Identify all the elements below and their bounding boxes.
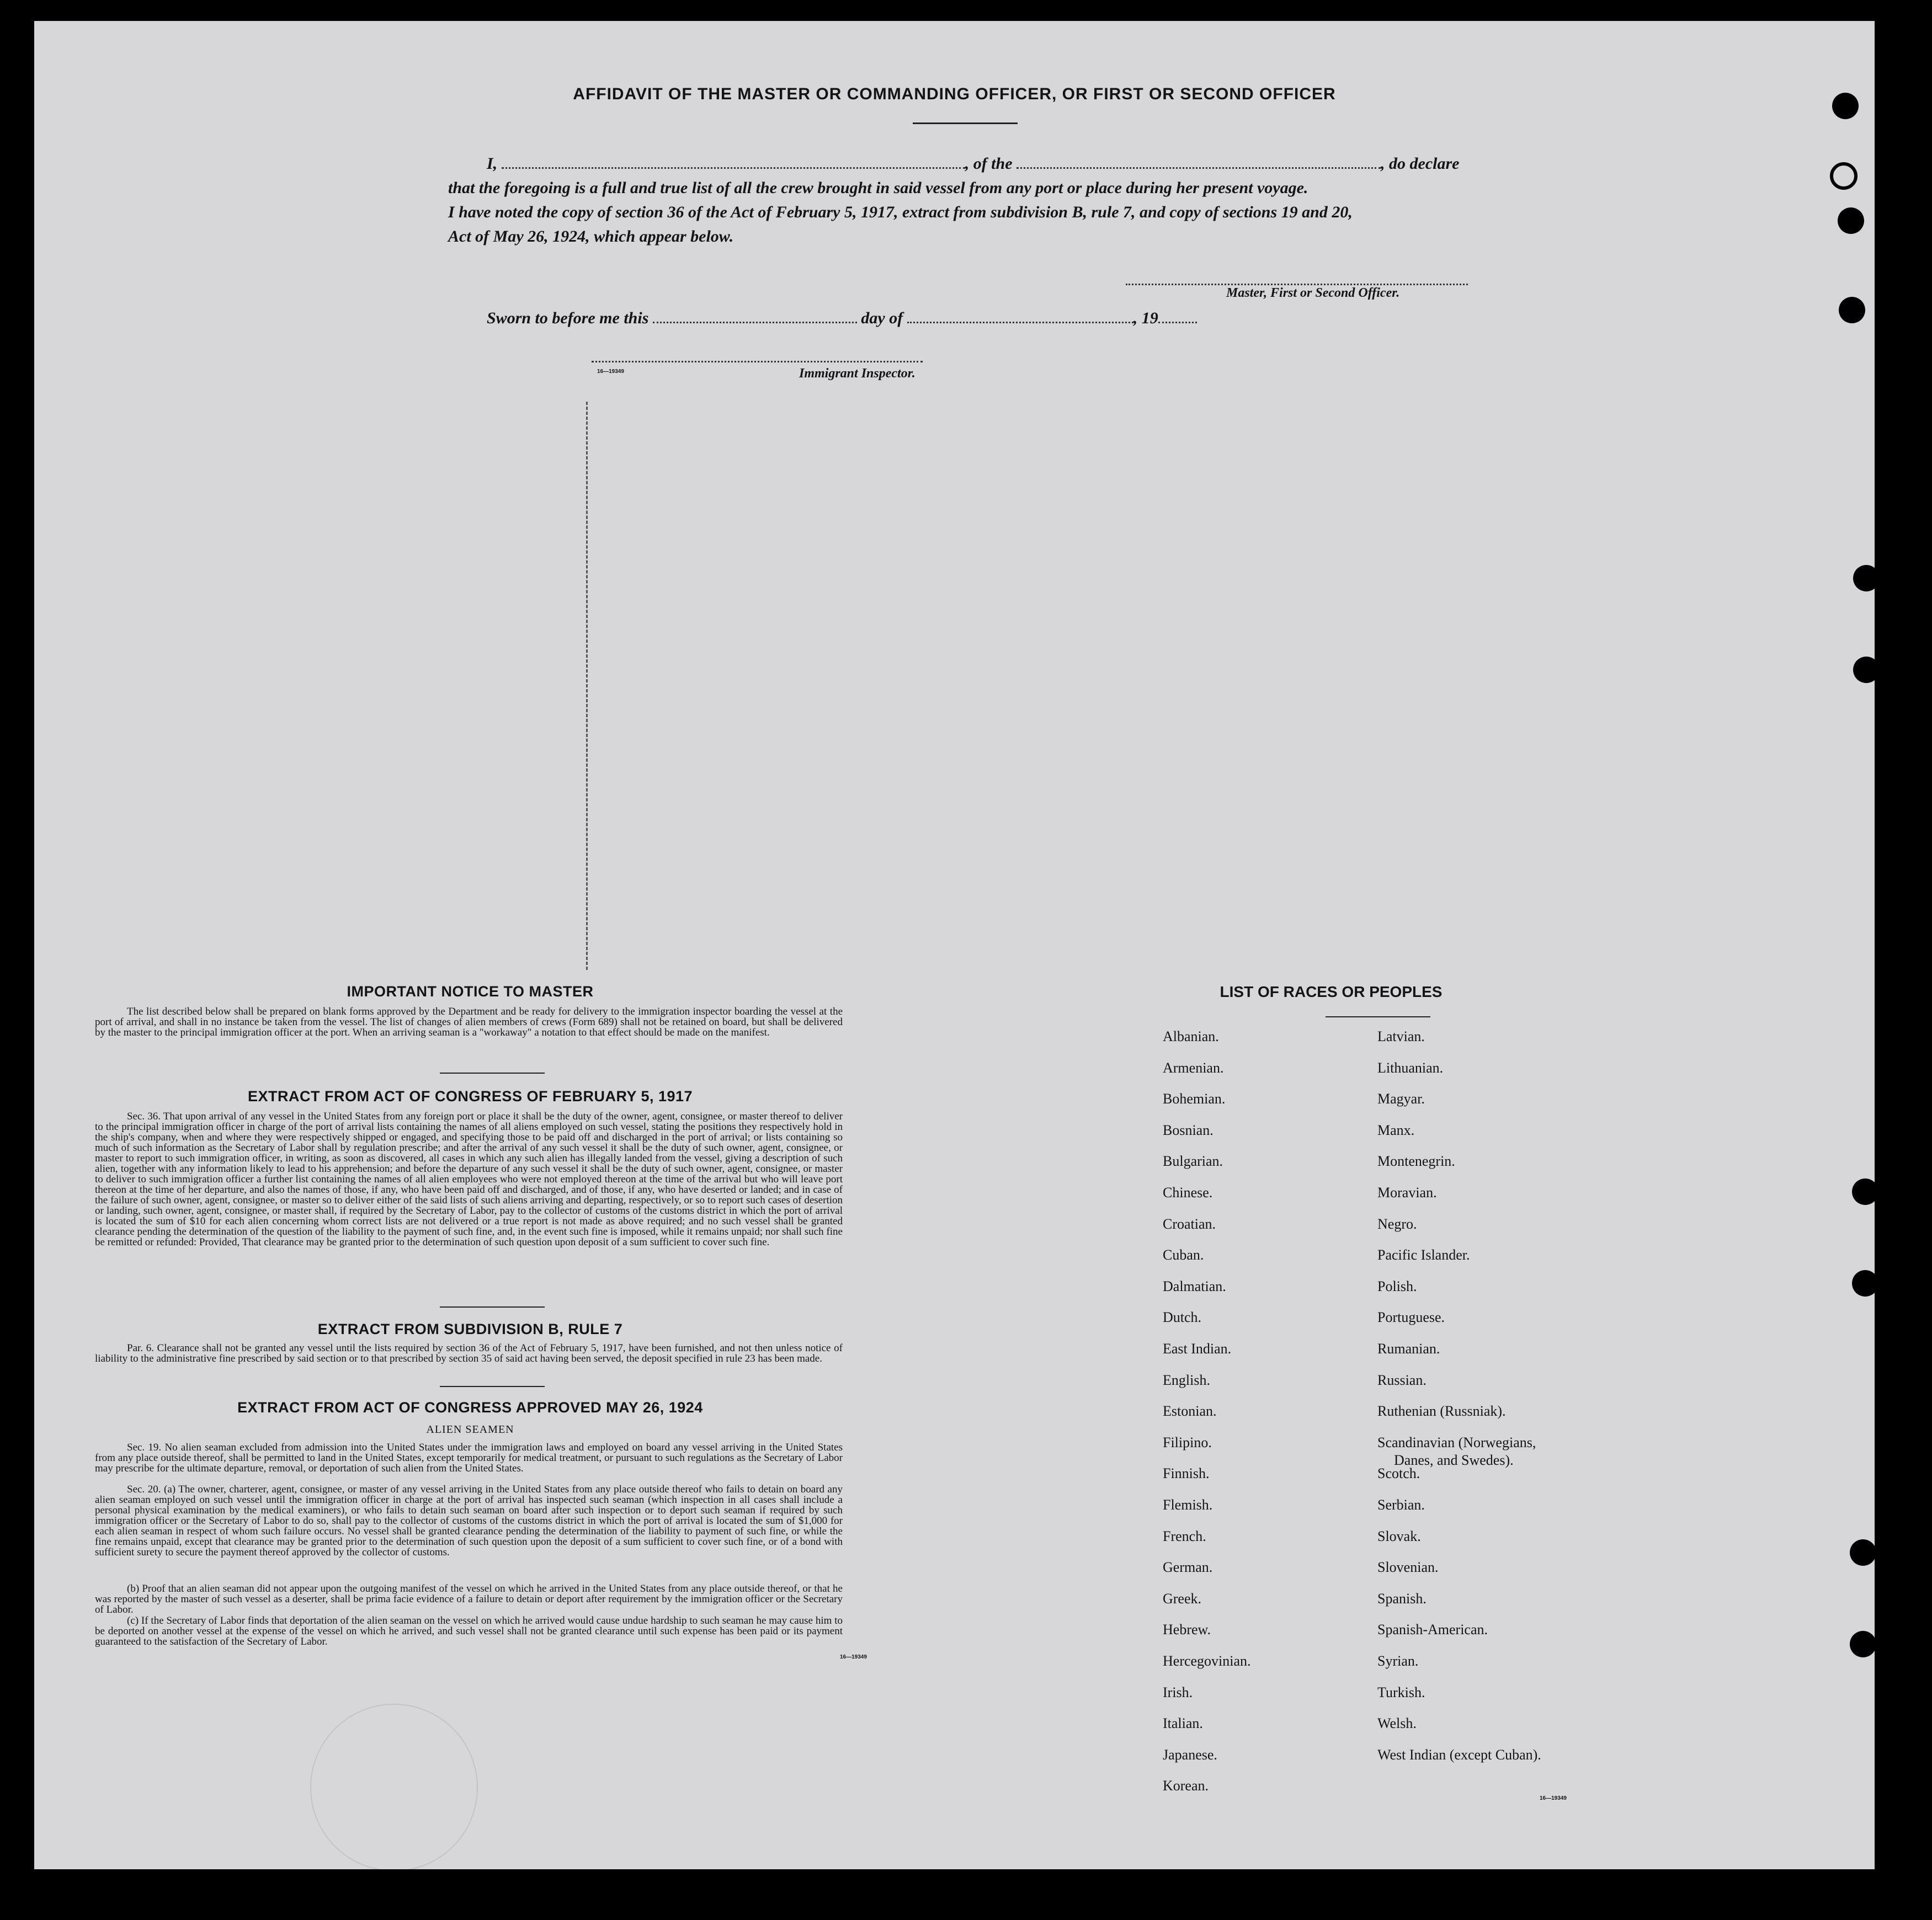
punch-hole bbox=[1850, 1631, 1875, 1657]
race-item: Italian. bbox=[1163, 1715, 1203, 1732]
inspector-label: Immigrant Inspector. bbox=[799, 366, 916, 381]
name-blank[interactable] bbox=[502, 164, 965, 169]
divider bbox=[440, 1386, 545, 1387]
sworn-line bbox=[487, 309, 1197, 328]
master-signature-label: Master, First or Second Officer. bbox=[1226, 286, 1400, 300]
month-blank[interactable] bbox=[907, 318, 1133, 323]
punch-hole bbox=[1852, 1178, 1875, 1205]
race-item: Scandinavian (Norwegians, bbox=[1377, 1434, 1536, 1450]
document-page bbox=[34, 21, 1875, 1869]
sworn-text: Sworn to before me this bbox=[487, 309, 649, 327]
race-item: Danes, and Swedes). bbox=[1394, 1452, 1514, 1468]
races-divider bbox=[1326, 1016, 1430, 1017]
affidavit-line-2: that the foregoing is a full and true list of all the crew brought in said vessel from any port or place during her present voyage. bbox=[448, 179, 1308, 197]
sec20c-text: (c) If the Secretary of Labor finds that deportation of the alien seaman on the vessel on which he arrived would cause undue hardship to such seaman he may cause him to be deported on another vessel at the expense of the vessel on which he arrived, and such vessel shall not be granted clearance until such expense has been paid or its payment guaranteed to the satisfaction of the Secretary of Labor. bbox=[95, 1615, 843, 1647]
race-item: West Indian (except Cuban). bbox=[1377, 1746, 1541, 1763]
race-item: Albanian. bbox=[1163, 1028, 1219, 1044]
race-item: Rumanian. bbox=[1377, 1341, 1440, 1357]
race-item: Manx. bbox=[1377, 1122, 1415, 1138]
affidavit-i: I, bbox=[487, 154, 498, 173]
extract-1924-heading: EXTRACT FROM ACT OF CONGRESS APPROVED MAY 26, 1924 bbox=[237, 1399, 703, 1416]
master-signature-line[interactable] bbox=[1126, 280, 1468, 285]
race-item: Slovak. bbox=[1377, 1528, 1421, 1544]
race-item: English. bbox=[1163, 1372, 1210, 1388]
race-item: Scotch. bbox=[1377, 1465, 1420, 1482]
year-text: , 19 bbox=[1133, 309, 1158, 327]
race-item: Polish. bbox=[1377, 1278, 1417, 1294]
race-item: Armenian. bbox=[1163, 1059, 1224, 1076]
punch-hole bbox=[1830, 162, 1858, 190]
race-item: Spanish-American. bbox=[1377, 1622, 1488, 1638]
form-number: 16—19349 bbox=[597, 369, 624, 375]
races-title: LIST OF RACES OR PEOPLES bbox=[1220, 983, 1443, 1000]
race-item: Syrian. bbox=[1377, 1653, 1419, 1669]
race-item: Greek. bbox=[1163, 1590, 1202, 1607]
race-item: Korean. bbox=[1163, 1778, 1209, 1794]
rule7-heading: EXTRACT FROM SUBDIVISION B, RULE 7 bbox=[317, 1321, 623, 1337]
affidavit-line-3: I have noted the copy of section 36 of the Act of February 5, 1917, extract from subdivision B, rule 7, and copy of sections 19 and 20, bbox=[448, 203, 1353, 221]
race-item: Serbian. bbox=[1377, 1497, 1425, 1513]
race-item: Portuguese. bbox=[1377, 1309, 1445, 1326]
race-item: Dalmatian. bbox=[1163, 1278, 1226, 1294]
race-item: Estonian. bbox=[1163, 1403, 1217, 1420]
year-blank[interactable] bbox=[1158, 318, 1197, 323]
sec19-text: Sec. 19. No alien seaman excluded from admission into the United States under the immigration laws and employed on board any vessel arriving in the United States from any place outside thereof, shall be permitted to land in the United States, except temporarily for medical treatment, or pursuant to such regulations as the Secretary of Labor may prescribe for the ultimate departure, removal, or deportation of such alien from the United States. bbox=[95, 1442, 843, 1474]
race-item: Filipino. bbox=[1163, 1434, 1212, 1450]
sec20a-text: Sec. 20. (a) The owner, charterer, agent, consignee, or master of any vessel arriving in the United States from any place outside thereof who fails to detain on board any alien seaman employed on such vessel until the immigration officer in charge at the port of arrival has inspected such seaman (which inspection in all cases shall include a personal physical examination by the medical examiners), or who fails to detain such seaman on board after such inspection or to deport such seaman if required by such immigration officer or the Secretary of Labor to do so, shall pay to the collector of customs of the customs district in which the port of arrival is located the sum of $1,000 for each alien seaman in respect of whom such failure occurs. No vessel shall be granted clearance pending the determination of the liability to payment of such fine, or while the fine remains unpaid, except that clearance may be granted prior to the determination of such question upon the deposit of a sum sufficient to cover such fine, or of a bond with sufficient surety to secure the payment thereof approved by the collector of customs. bbox=[95, 1484, 843, 1558]
race-item: Moravian. bbox=[1377, 1185, 1437, 1201]
rule7-text: Par. 6. Clearance shall not be granted any vessel until the lists required by section 36 of the Act of February 5, 1917, have been furnished, and not then unless notice of liability to the administrative fine prescribed by said section or to that prescribed by section 35 of said act having been served, the deposit specified in rule 23 has been made. bbox=[95, 1342, 843, 1364]
affidavit-line-1 bbox=[487, 154, 1459, 173]
divider bbox=[440, 1073, 545, 1074]
form-number: 16—19349 bbox=[840, 1654, 867, 1660]
race-item: Negro. bbox=[1377, 1215, 1417, 1232]
sec20b-text: (b) Proof that an alien seaman did not appear upon the outgoing manifest of the vessel on which he arrived in the United States from any place outside thereof, or that he was reported by the master of such vessel as a deserter, shall be prima facie evidence of a failure to detain or deport after requirement by the immigration officer or the Secretary of Labor. bbox=[95, 1583, 843, 1615]
punch-hole bbox=[1852, 1270, 1875, 1297]
fold-line bbox=[586, 402, 588, 970]
affidavit-declare: , do declare bbox=[1381, 154, 1460, 173]
race-item: East Indian. bbox=[1163, 1341, 1232, 1357]
punch-hole bbox=[1838, 207, 1864, 234]
punch-hole bbox=[1853, 565, 1875, 591]
race-item: Montenegrin. bbox=[1377, 1153, 1455, 1170]
alien-seamen-subheading: ALIEN SEAMEN bbox=[426, 1423, 514, 1436]
race-item: Croatian. bbox=[1163, 1215, 1216, 1232]
punch-hole bbox=[1850, 1539, 1875, 1566]
race-item: Russian. bbox=[1377, 1372, 1427, 1388]
extract-1917-text: Sec. 36. That upon arrival of any vessel in the United States from any foreign port or place it shall be the duty of the owner, agent, consignee, or master thereof to deliver to the principal immigration officer in charge of the port of arrival lists containing the names of all aliens employed on such vessel, stating the positions they respectively hold in the ship's company, when and where they were respectively shipped or engaged, and specifying those to be paid off and discharged in the port of arrival; or lists containing so much of such information as the Secretary of Labor shall by regulation prescribe; and after the arrival of any such vessel it shall be the duty of such owner, agent, consignee, or master to report to such immigration officer, in writing, as soon as discovered, all cases in which any such alien has illegally landed from the vessel, giving a description of such alien, together with any information likely to lead to his apprehension; and before the departure of any such vessel it shall be the duty of such owner, agent, consignee, or master to deliver to such immigration officer a further list containing the names of all alien employees who were not employed thereon at the time of the arrival but who will leave port thereon at the time of her departure, and also the names of those, if any, who have been paid off and discharged, and of those, if any, who have deserted or landed; and in case of the failure of such owner, agent, consignee, or master so to deliver either of the said lists of such aliens arriving and departing, respectively, or so to report such cases of desertion or landing, such owner, agent, consignee, or master shall, if required by the Secretary of Labor, pay to the collector of customs of the customs district in which the port of arrival is located the sum of $10 for each alien concerning whom correct lists are not delivered or a true report is not made as above required; and no such vessel shall be granted clearance pending the determination of the question of the liability to the payment of such fine, and, in the event such fine is imposed, while it remains unpaid; nor shall such fine be remitted or refunded: Provided, That clearance may be granted prior to the determination of such question upon deposit of a sum sufficient to cover such fine. bbox=[95, 1111, 843, 1248]
punch-hole bbox=[1853, 657, 1875, 683]
affidavit-line-4: Act of May 26, 1924, which appear below. bbox=[448, 227, 734, 246]
title-divider bbox=[913, 122, 1018, 124]
race-item: Slovenian. bbox=[1377, 1559, 1439, 1576]
affidavit-of-the: , of the bbox=[965, 154, 1013, 173]
race-item: Japanese. bbox=[1163, 1746, 1217, 1763]
punch-hole bbox=[1839, 297, 1865, 323]
day-of-text: day of bbox=[861, 309, 903, 327]
extract-1917-heading: EXTRACT FROM ACT OF CONGRESS OF FEBRUARY 5, 1917 bbox=[247, 1088, 693, 1105]
race-item: Spanish. bbox=[1377, 1590, 1427, 1607]
race-item: Latvian. bbox=[1377, 1028, 1425, 1044]
race-item: Magyar. bbox=[1377, 1091, 1425, 1107]
inspector-signature-line[interactable] bbox=[592, 358, 923, 362]
notice-text: The list described below shall be prepared on blank forms approved by the Department and be ready for delivery to the immigration inspector boarding the vessel at the port of arrival, and shall in no instance be taken from the vessel. The list of changes of alien members of crews (Form 689) shall not be retained on board, but shall be delivered by the master to the principal immigration officer at the port. When an arriving seaman is a "workaway" a notation to that effect should be made on the manifest. bbox=[95, 1006, 843, 1038]
race-item: Flemish. bbox=[1163, 1497, 1213, 1513]
race-item: Irish. bbox=[1163, 1684, 1193, 1700]
notice-heading: IMPORTANT NOTICE TO MASTER bbox=[347, 983, 594, 1000]
race-item: Turkish. bbox=[1377, 1684, 1425, 1700]
affidavit-title: AFFIDAVIT OF THE MASTER OR COMMANDING OFFICER, OR FIRST OR SECOND OFFICER bbox=[573, 85, 1336, 103]
race-item: Hercegovinian. bbox=[1163, 1653, 1251, 1669]
race-item: Chinese. bbox=[1163, 1185, 1213, 1201]
race-item: Bulgarian. bbox=[1163, 1153, 1223, 1170]
seal-impression bbox=[310, 1704, 478, 1869]
day-blank[interactable] bbox=[653, 318, 857, 323]
divider bbox=[440, 1306, 545, 1308]
form-number: 16—19349 bbox=[1540, 1795, 1567, 1801]
race-item: Lithuanian. bbox=[1377, 1059, 1444, 1076]
race-item: Hebrew. bbox=[1163, 1622, 1211, 1638]
race-item: Bohemian. bbox=[1163, 1091, 1226, 1107]
race-item: German. bbox=[1163, 1559, 1213, 1576]
race-item: Finnish. bbox=[1163, 1465, 1210, 1482]
race-item: Dutch. bbox=[1163, 1309, 1202, 1326]
race-item: Pacific Islander. bbox=[1377, 1247, 1470, 1263]
race-item: Cuban. bbox=[1163, 1247, 1204, 1263]
race-item: Ruthenian (Russniak). bbox=[1377, 1403, 1506, 1420]
race-item: French. bbox=[1163, 1528, 1206, 1544]
race-item: Bosnian. bbox=[1163, 1122, 1214, 1138]
race-item: Welsh. bbox=[1377, 1715, 1417, 1732]
vessel-blank[interactable] bbox=[1016, 164, 1381, 169]
